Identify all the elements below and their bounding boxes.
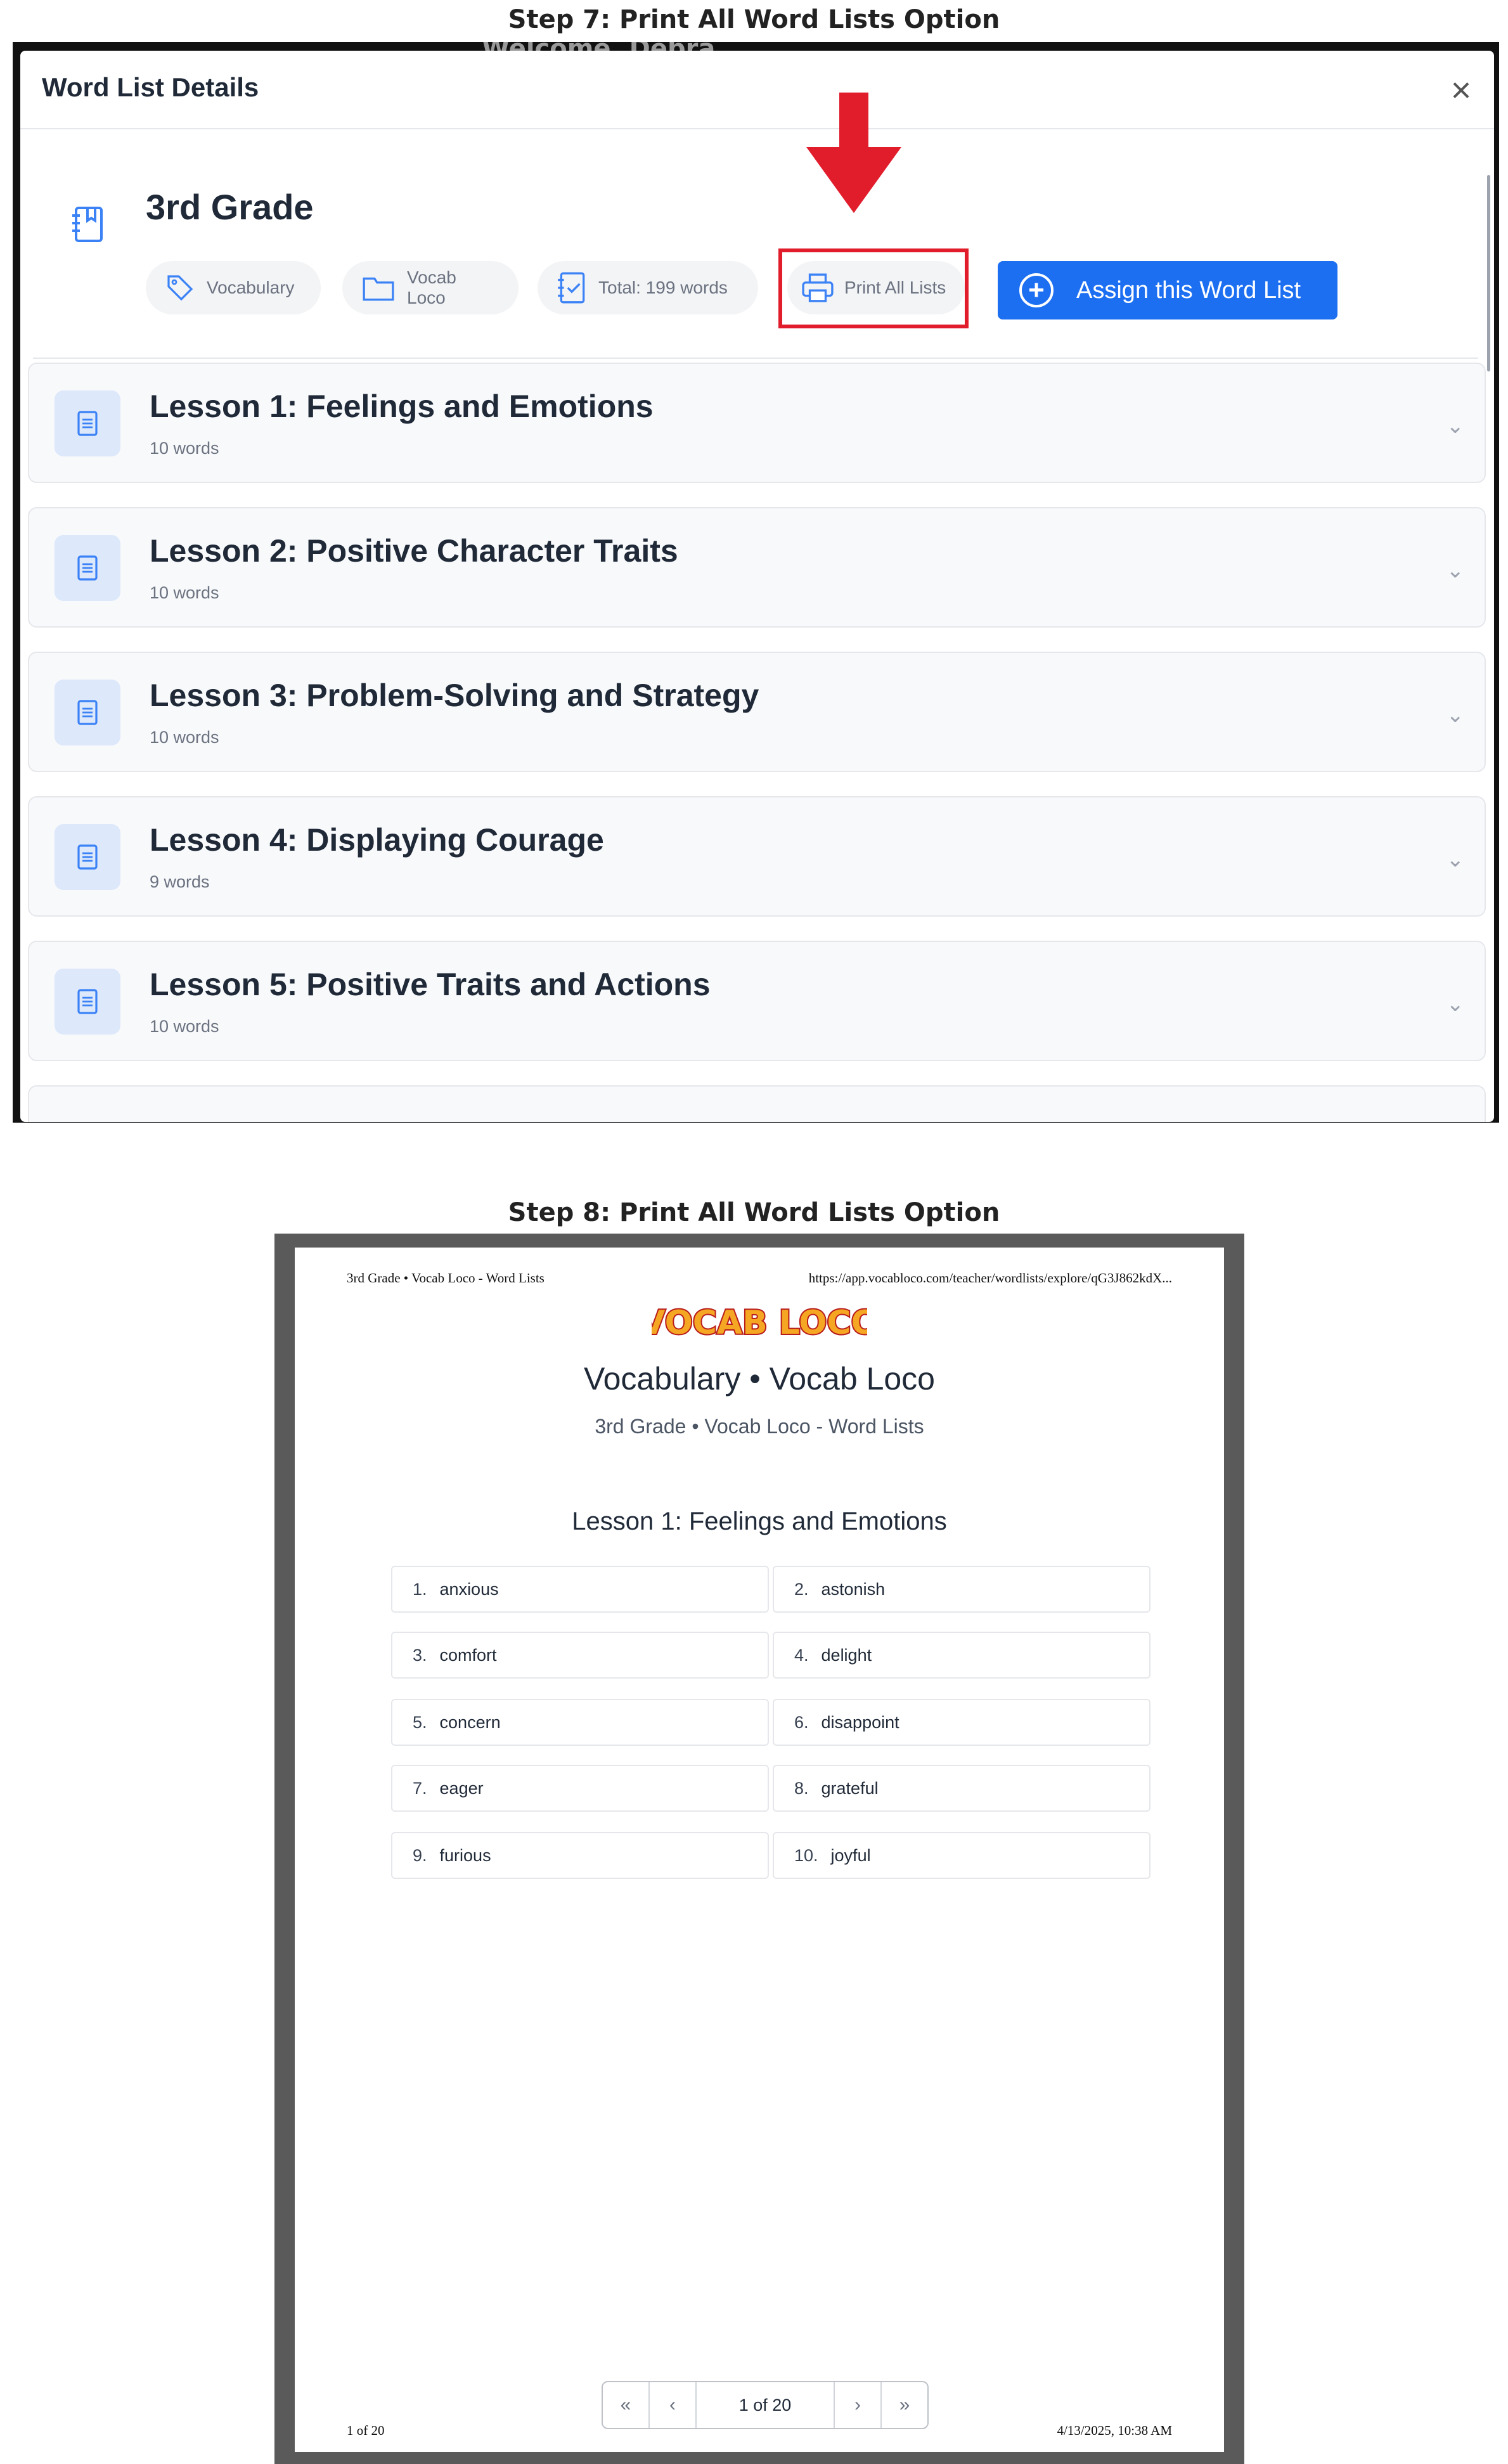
- grade-title: 3rd Grade: [146, 187, 314, 227]
- source-chip: [342, 261, 519, 314]
- lesson-row-partial[interactable]: [28, 1085, 1486, 1122]
- word-number: 5.: [413, 1712, 427, 1732]
- word-text: eager: [439, 1778, 484, 1798]
- word-item: [773, 1699, 1150, 1746]
- lesson-word-count: 10 words: [150, 728, 219, 747]
- lesson-row[interactable]: [28, 363, 1486, 483]
- lesson-word-count: 10 words: [150, 439, 219, 458]
- print-highlight-box: [778, 248, 969, 328]
- logo-text: VOCAB LOCO: [652, 1304, 867, 1342]
- word-number: 7.: [413, 1778, 427, 1798]
- lesson-row[interactable]: [28, 507, 1486, 628]
- plus-circle-icon: +: [1019, 273, 1054, 307]
- category-chip: [146, 261, 321, 314]
- prev-page-button[interactable]: ‹: [650, 2382, 697, 2428]
- red-down-arrow-icon: [806, 93, 901, 213]
- notebook-icon: [71, 205, 106, 246]
- checklist-icon: [557, 271, 587, 305]
- total-words-chip: [538, 261, 758, 314]
- modal-scrollbar[interactable]: [1487, 175, 1490, 371]
- word-item: [391, 1699, 769, 1746]
- word-item: [773, 1765, 1150, 1812]
- assign-word-list-button[interactable]: [998, 261, 1337, 319]
- word-text: concern: [439, 1712, 501, 1732]
- word-item: [773, 1566, 1150, 1613]
- document-icon: [55, 390, 120, 456]
- word-text: anxious: [439, 1579, 499, 1599]
- assign-word-list-label: Assign this Word List: [1076, 276, 1301, 304]
- word-number: 3.: [413, 1645, 427, 1665]
- page-navigator: [602, 2381, 929, 2429]
- document-icon: [55, 969, 120, 1035]
- word-item: [773, 1832, 1150, 1879]
- next-page-button[interactable]: ›: [834, 2382, 880, 2428]
- word-list-details-screenshot: [13, 42, 1499, 1123]
- source-label: Vocab Loco: [407, 268, 456, 307]
- chevron-down-icon[interactable]: ⌄: [1446, 558, 1464, 583]
- word-item: [391, 1832, 769, 1879]
- lesson-row[interactable]: [28, 652, 1486, 772]
- folder-icon: [361, 273, 396, 303]
- last-page-button[interactable]: »: [880, 2382, 927, 2428]
- modal-title: Word List Details: [42, 72, 259, 102]
- word-text: grateful: [821, 1778, 879, 1798]
- print-title: Vocabulary • Vocab Loco: [583, 1361, 935, 1396]
- word-number: 9.: [413, 1845, 427, 1865]
- tag-icon: [165, 273, 195, 303]
- word-number: 10.: [794, 1845, 818, 1865]
- word-item: [391, 1566, 769, 1613]
- lesson-title: Lesson 3: Problem-Solving and Strategy: [150, 678, 759, 713]
- print-preview-page: [295, 1248, 1224, 2452]
- word-number: 2.: [794, 1579, 809, 1599]
- word-number: 4.: [794, 1645, 809, 1665]
- print-preview-screenshot: [274, 1234, 1244, 2464]
- chevron-down-icon[interactable]: ⌄: [1446, 992, 1464, 1016]
- category-label: Vocabulary: [207, 278, 295, 297]
- word-text: delight: [821, 1645, 872, 1665]
- lesson-word-count: 10 words: [150, 583, 219, 602]
- print-footer-date: 4/13/2025, 10:38 AM: [1057, 2423, 1172, 2438]
- document-icon: [55, 680, 120, 745]
- word-text: astonish: [821, 1579, 886, 1599]
- word-text: comfort: [439, 1645, 497, 1665]
- lesson-word-count: 10 words: [150, 1017, 219, 1036]
- print-footer-page: 1 of 20: [347, 2423, 385, 2438]
- word-number: 6.: [794, 1712, 809, 1732]
- lesson-row[interactable]: [28, 941, 1486, 1061]
- close-icon[interactable]: ×: [1450, 70, 1472, 110]
- document-icon: [55, 535, 120, 601]
- total-words-label: Total: 199 words: [598, 278, 728, 297]
- print-subtitle: 3rd Grade • Vocab Loco - Word Lists: [595, 1415, 924, 1438]
- word-list-summary: [33, 129, 1478, 359]
- step8-caption: Step 8: Print All Word Lists Option: [508, 1198, 1000, 1227]
- page-indicator: 1 of 20: [738, 2395, 792, 2415]
- word-item: [391, 1765, 769, 1812]
- word-text: furious: [439, 1845, 491, 1865]
- word-number: 8.: [794, 1778, 809, 1798]
- chevron-down-icon[interactable]: ⌄: [1446, 848, 1464, 872]
- print-all-lists-label: Print All Lists: [844, 278, 946, 297]
- lesson-title: Lesson 5: Positive Traits and Actions: [150, 967, 711, 1002]
- vocab-loco-logo: [295, 1296, 1224, 1350]
- first-page-button[interactable]: «: [603, 2382, 650, 2428]
- word-list-details-modal: [20, 51, 1494, 1122]
- print-header-left: 3rd Grade • Vocab Loco - Word Lists: [347, 1270, 545, 1286]
- print-header-url: https://app.vocabloco.com/teacher/wordlists/explore/qG3J862kdX...: [808, 1270, 1172, 1286]
- lesson-title: Lesson 2: Positive Character Traits: [150, 533, 678, 569]
- word-text: joyful: [830, 1845, 871, 1865]
- word-item: [773, 1632, 1150, 1679]
- word-item: [391, 1632, 769, 1679]
- document-icon: [55, 824, 120, 890]
- word-text: disappoint: [821, 1712, 899, 1732]
- modal-header: [20, 51, 1494, 129]
- word-number: 1.: [413, 1579, 427, 1599]
- lesson-word-count: 9 words: [150, 872, 210, 891]
- lesson-title: Lesson 4: Displaying Courage: [150, 822, 604, 858]
- print-lesson-title: Lesson 1: Feelings and Emotions: [572, 1507, 947, 1535]
- chevron-down-icon[interactable]: ⌄: [1446, 414, 1464, 438]
- lesson-title: Lesson 1: Feelings and Emotions: [150, 389, 654, 424]
- chevron-down-icon[interactable]: ⌄: [1446, 703, 1464, 727]
- step7-caption: Step 7: Print All Word Lists Option: [508, 5, 1000, 34]
- lesson-row[interactable]: [28, 796, 1486, 917]
